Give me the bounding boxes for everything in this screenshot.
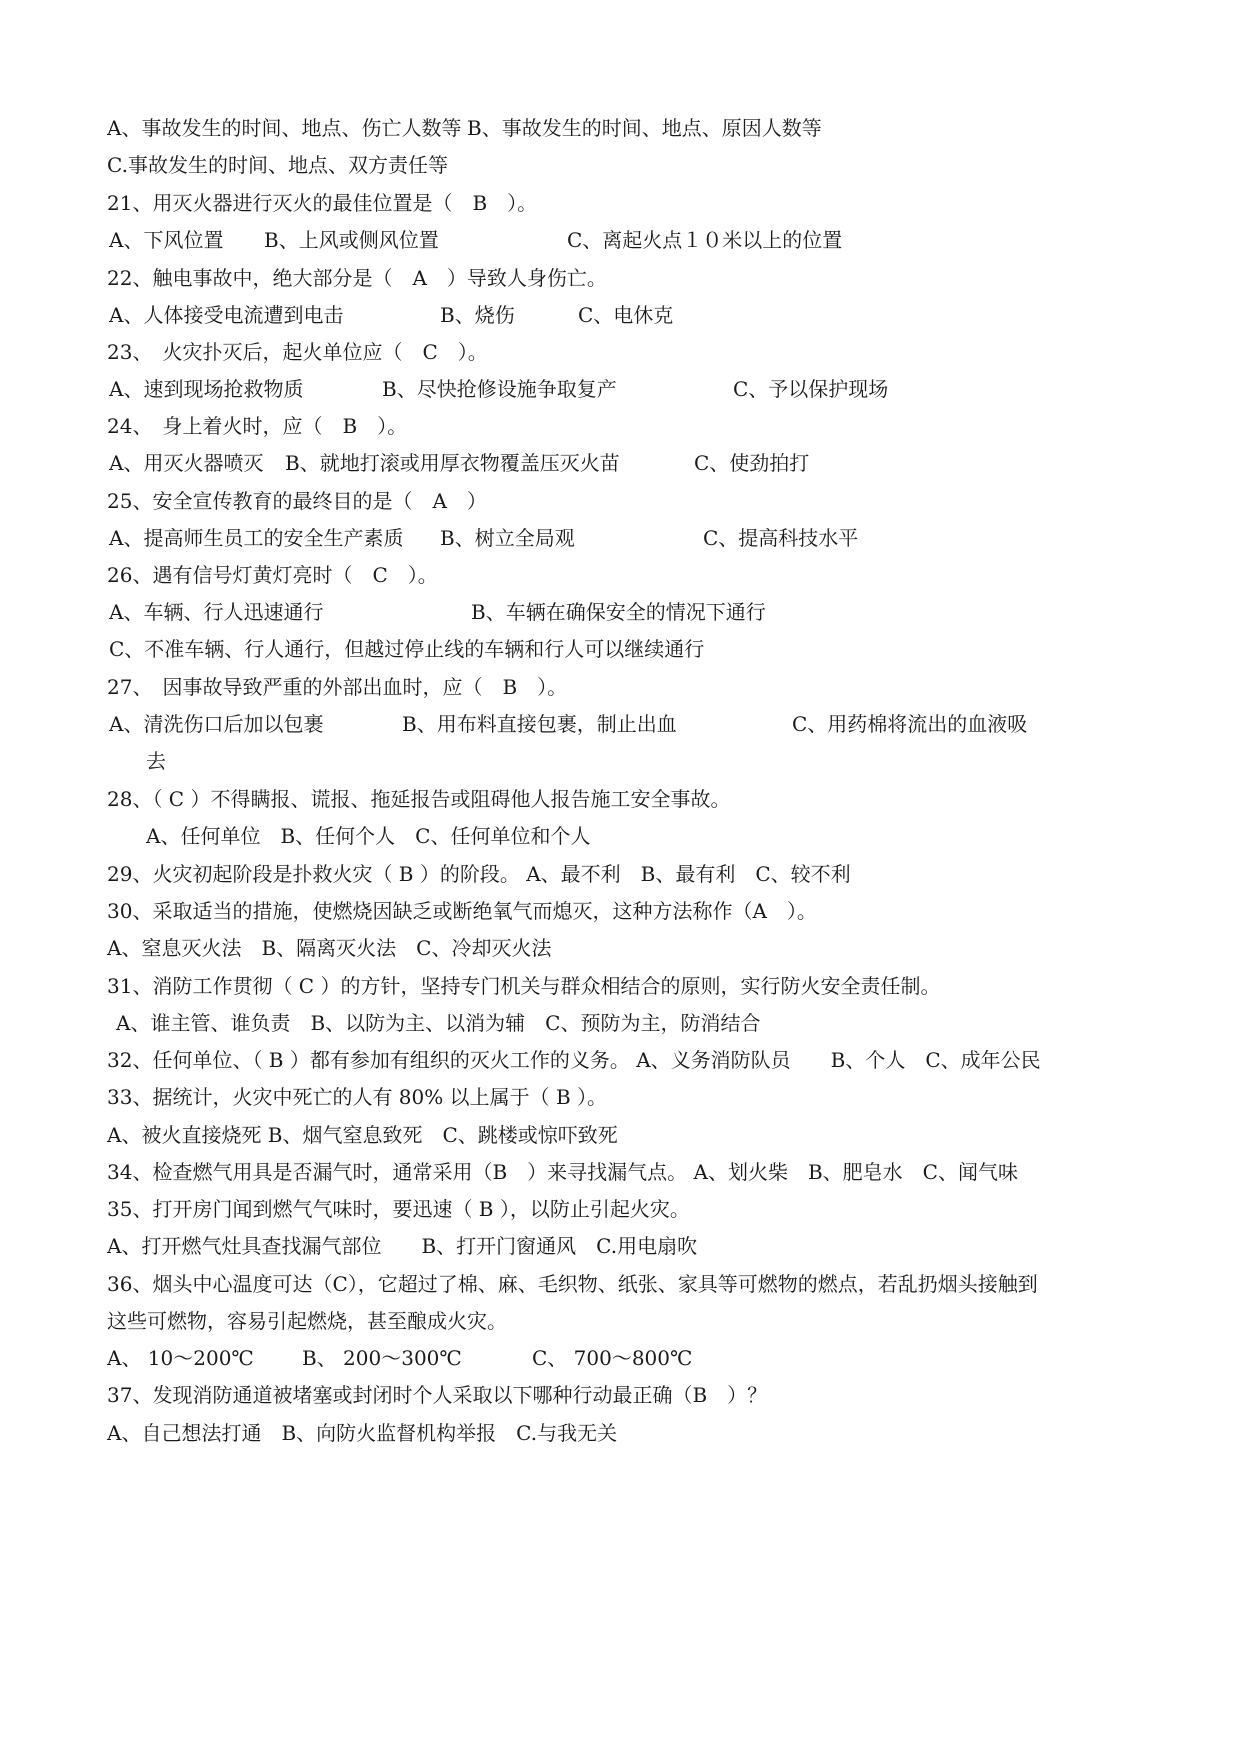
option-c-continued: 去 — [146, 749, 166, 773]
option-list: A、打开燃气灶具查找漏气部位 B、打开门窗通风 C.用电扇吹 — [107, 1234, 698, 1258]
options-33 — [0, 1121, 618, 1149]
option-a: A、速到现场抢救物质 — [109, 377, 304, 401]
options-24 — [0, 449, 810, 477]
question-text: 32、任何单位、（ B ）都有参加有组织的灭火工作的义务。 A、义务消防队员 B、个人 C、成年公民 — [107, 1048, 1041, 1072]
question-24 — [0, 412, 408, 440]
question-text: 33、据统计，火灾中死亡的人有 80% 以上属于（ B ）。 — [107, 1085, 608, 1109]
question-36-wrap — [0, 1307, 507, 1335]
options-22 — [0, 301, 674, 329]
option-b: B、 200～300℃ — [302, 1346, 462, 1370]
question-text: 31、消防工作贯彻（ C ）的方针，坚持专门机关与群众相结合的原则，实行防火安全责任制。 — [107, 974, 941, 998]
option-a: A、清洗伤口后加以包裹 — [109, 712, 324, 736]
question-text: 27、 因事故导致严重的外部出血时，应（ B ）。 — [107, 675, 568, 699]
option-c: C、不准车辆、行人通行，但越过停止线的车辆和行人可以继续通行 — [109, 637, 705, 661]
question-text: 21、用灭火器进行灭火的最佳位置是（ B ）。 — [107, 191, 538, 215]
option-b: B、事故发生的时间、地点、原因人数等 — [467, 116, 822, 140]
options-27 — [0, 710, 1028, 738]
option-c: C、电休克 — [578, 303, 674, 327]
question-23 — [0, 338, 488, 366]
question-text: 26、遇有信号灯黄灯亮时（ C ）。 — [107, 563, 438, 587]
option-a: A、事故发生的时间、地点、伤亡人数等 — [107, 116, 462, 140]
option-b: B、就地打滚或用厚衣物覆盖压灭火苗 — [285, 451, 620, 475]
option-a: A、 10～200℃ — [107, 1346, 254, 1370]
option-b: B、尽快抢修设施争取复产 — [382, 377, 617, 401]
question-text: 23、 火灾扑灭后，起火单位应（ C ）。 — [107, 340, 488, 364]
options-25 — [0, 524, 859, 552]
question-text: 25、安全宣传教育的最终目的是（ A ） — [107, 489, 487, 513]
question-25 — [0, 487, 487, 515]
question-27 — [0, 673, 568, 701]
question-text: 24、 身上着火时，应（ B ）。 — [107, 414, 408, 438]
question-36 — [0, 1270, 1038, 1298]
option-a: A、用灭火器喷灭 — [109, 451, 264, 475]
question-text: 28、（ C ）不得瞒报、谎报、拖延报告或阻碍他人报告施工安全事故。 — [107, 787, 731, 811]
question-26 — [0, 561, 438, 589]
text-line — [0, 151, 448, 179]
question-text: 36、烟头中心温度可达（C），它超过了棉、麻、毛织物、纸张、家具等可燃物的燃点，若乱扔烟头接触到 — [107, 1272, 1038, 1296]
options-30 — [0, 934, 552, 962]
options-36 — [0, 1344, 693, 1372]
options-37 — [0, 1419, 618, 1447]
question-text: 30、采取适当的措施，使燃烧因缺乏或断绝氧气而熄灭，这种方法称作（A ）。 — [107, 899, 817, 923]
option-c: C、用药棉将流出的血液吸 — [792, 712, 1028, 736]
option-b: B、上风或侧风位置 — [264, 228, 439, 252]
option-b: B、烧伤 — [440, 303, 515, 327]
question-text: 37、发现消防通道被堵塞或封闭时个人采取以下哪种行动最正确（B ）？ — [107, 1383, 768, 1407]
option-c: C、予以保护现场 — [733, 377, 889, 401]
question-text: 22、触电事故中，绝大部分是（ A ）导致人身伤亡。 — [107, 266, 607, 290]
option-a: A、下风位置 — [109, 228, 224, 252]
option-c: C、离起火点１０米以上的位置 — [567, 228, 843, 252]
option-c: C、使劲拍打 — [694, 451, 810, 475]
options-28 — [0, 822, 591, 850]
option-list: A、窒息灭火法 B、隔离灭火法 C、冷却灭火法 — [107, 936, 552, 960]
options-31 — [0, 1009, 761, 1037]
question-29 — [0, 860, 851, 888]
text-line — [0, 114, 822, 142]
question-text-continued: 这些可燃物，容易引起燃烧，甚至酿成火灾。 — [107, 1309, 507, 1333]
options-26-c — [0, 635, 705, 663]
option-a: A、提高师生员工的安全生产素质 — [109, 526, 404, 550]
options-35 — [0, 1232, 698, 1260]
option-c: C、提高科技水平 — [703, 526, 859, 550]
option-a: A、人体接受电流遭到电击 — [109, 303, 344, 327]
option-a: A、车辆、行人迅速通行 — [109, 600, 324, 624]
options-26 — [0, 598, 766, 626]
question-34 — [0, 1158, 1018, 1186]
question-37 — [0, 1381, 768, 1409]
option-list: A、被火直接烧死 B、烟气窒息致死 C、跳楼或惊吓致死 — [107, 1123, 618, 1147]
option-c: C、 700～800℃ — [532, 1346, 693, 1370]
option-list: A、自己想法打通 B、向防火监督机构举报 C.与我无关 — [107, 1421, 618, 1445]
question-28 — [0, 785, 731, 813]
option-c: C.事故发生的时间、地点、双方责任等 — [107, 153, 448, 177]
question-35 — [0, 1195, 690, 1223]
question-32 — [0, 1046, 1041, 1074]
options-21 — [0, 226, 843, 254]
question-text: 35、打开房门闻到燃气气味时，要迅速（ B ），以防止引起火灾。 — [107, 1197, 690, 1221]
question-31 — [0, 972, 941, 1000]
option-b: B、车辆在确保安全的情况下通行 — [471, 600, 766, 624]
question-33 — [0, 1083, 608, 1111]
option-b: B、树立全局观 — [440, 526, 575, 550]
option-list: A、任何单位 B、任何个人 C、任何单位和个人 — [146, 824, 591, 848]
option-list: A、谁主管、谁负责 B、以防为主、以消为辅 C、预防为主，防消结合 — [116, 1011, 761, 1035]
question-text: 29、火灾初起阶段是扑救火灾（ B ）的阶段。 A、最不利 B、最有利 C、较不利 — [107, 862, 851, 886]
question-text: 34、检查燃气用具是否漏气时，通常采用（B ）来寻找漏气点。 A、划火柴 B、肥皂水 C、闻气味 — [107, 1160, 1018, 1184]
options-23 — [0, 375, 889, 403]
options-27-wrap — [0, 747, 166, 775]
question-21 — [0, 189, 538, 217]
question-22 — [0, 264, 607, 292]
question-30 — [0, 897, 817, 925]
option-b: B、用布料直接包裹，制止出血 — [402, 712, 677, 736]
